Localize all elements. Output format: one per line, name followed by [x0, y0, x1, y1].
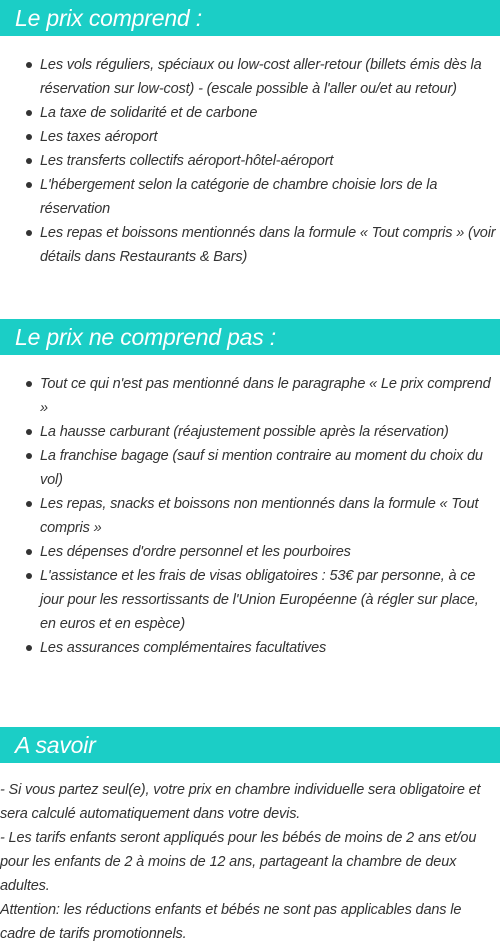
- list-item: L'assistance et les frais de visas obligatoires : 53€ par personne, à ce jour pour les ressortissants de l'Union Européenne (à régler sur place, en euros et en espèce): [0, 564, 500, 636]
- list-item: Les vols réguliers, spéciaux ou low-cost aller-retour (billets émis dès la réservation sur low-cost) - (escale possible à l'aller ou/et au retour): [0, 53, 500, 101]
- list-item: La franchise bagage (sauf si mention contraire au moment du choix du vol): [0, 444, 500, 492]
- list-item: Les repas, snacks et boissons non mentionnés dans la formule « Tout compris »: [0, 492, 500, 540]
- list-item: Les transferts collectifs aéroport-hôtel-aéroport: [0, 149, 500, 173]
- list-item: Les assurances complémentaires facultatives: [0, 636, 500, 660]
- info-paragraph: Attention: les réductions enfants et bébés ne sont pas applicables dans le cadre de tarifs promotionnels.: [0, 902, 462, 942]
- list-item: La hausse carburant (réajustement possible après la réservation): [0, 420, 500, 444]
- list-item: Les dépenses d'ordre personnel et les pourboires: [0, 540, 500, 564]
- section-title-excludes: Le prix ne comprend pas :: [0, 319, 500, 355]
- info-text: [0, 778, 500, 946]
- list-item: Tout ce qui n'est pas mentionné dans le paragraphe « Le prix comprend »: [0, 372, 500, 420]
- list-item: La taxe de solidarité et de carbone: [0, 101, 500, 125]
- info-paragraph: - Les tarifs enfants seront appliqués pour les bébés de moins de 2 ans et/ou pour les enfants de 2 à moins de 12 ans, partageant la chambre de deux adultes.: [0, 830, 477, 894]
- list-item: Les taxes aéroport: [0, 125, 500, 149]
- excludes-list: [0, 372, 500, 660]
- includes-list: [0, 53, 500, 269]
- section-title-info: A savoir: [0, 727, 500, 763]
- list-item: L'hébergement selon la catégorie de chambre choisie lors de la réservation: [0, 173, 500, 221]
- list-item: Les repas et boissons mentionnés dans la formule « Tout compris » (voir détails dans Restaurants & Bars): [0, 221, 500, 269]
- section-title-includes: Le prix comprend :: [0, 0, 500, 36]
- info-paragraph: - Si vous partez seul(e), votre prix en chambre individuelle sera obligatoire et sera calculé automatiquement dans votre devis.: [0, 782, 481, 822]
